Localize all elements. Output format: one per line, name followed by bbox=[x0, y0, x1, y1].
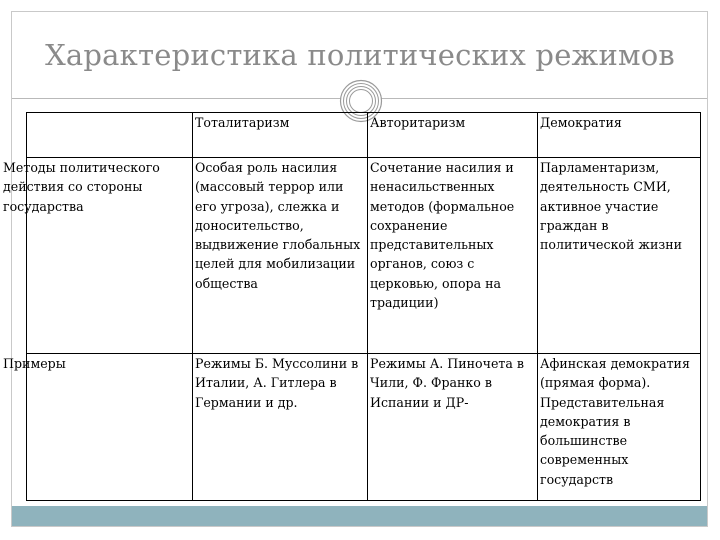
cell-line: Режимы Б. Муссолини в bbox=[195, 356, 359, 371]
cell-methods-democracy bbox=[538, 158, 701, 354]
cell-line: методов (формальное bbox=[370, 198, 515, 214]
cell-line: современных bbox=[540, 452, 629, 468]
cell-methods-totalitarianism bbox=[193, 158, 368, 354]
table-row-examples bbox=[27, 354, 701, 501]
cell-line: Испании и ДР- bbox=[370, 394, 469, 410]
cell-line: Особая роль насилия bbox=[195, 160, 338, 175]
cell-line: целей для мобилизации bbox=[195, 256, 356, 272]
cell-line: политической жизни bbox=[540, 237, 683, 253]
cell-line: Парламентаризм, bbox=[540, 160, 660, 175]
header-cell-authoritarianism: Авторитаризм bbox=[368, 113, 538, 158]
header-cell-totalitarianism: Тоталитаризм bbox=[193, 113, 368, 158]
cell-line: Чили, Ф. Франко в bbox=[370, 375, 492, 391]
cell-line: демократия в bbox=[540, 413, 631, 429]
cell-line: доносительство, bbox=[195, 217, 304, 233]
row-label-line: действия со стороны bbox=[3, 179, 143, 195]
cell-line: выдвижение глобальных bbox=[195, 237, 361, 253]
cell-line: церковью, опора на bbox=[370, 275, 502, 291]
cell-examples-authoritarianism bbox=[368, 354, 538, 501]
table-row-methods bbox=[27, 158, 701, 354]
cell-line: его угроза), слежка и bbox=[195, 198, 340, 214]
row-label-examples bbox=[3, 354, 193, 501]
cell-line: традиции) bbox=[370, 295, 439, 311]
cell-line: Афинская демократия bbox=[540, 356, 690, 371]
footer-accent-bar bbox=[12, 506, 707, 526]
cell-line: органов, союз с bbox=[370, 256, 475, 272]
cell-line: государств bbox=[540, 471, 614, 487]
header-cell-democracy: Демократия bbox=[538, 113, 701, 158]
row-label-methods bbox=[3, 158, 193, 354]
cell-line: Режимы А. Пиночета в bbox=[370, 356, 524, 371]
header-cell-empty bbox=[27, 113, 193, 158]
cell-examples-democracy bbox=[538, 354, 701, 501]
cell-line: представительных bbox=[370, 237, 494, 253]
slide-title: Характеристика политических режимов bbox=[45, 38, 675, 72]
cell-line: общества bbox=[195, 275, 258, 291]
regimes-table bbox=[3, 112, 701, 501]
cell-line: сохранение bbox=[370, 217, 448, 233]
cell-line: ненасильственных bbox=[370, 179, 495, 195]
cell-line: (массовый террор или bbox=[195, 179, 344, 195]
row-label-line: Примеры bbox=[3, 356, 66, 371]
cell-line: Сочетание насилия и bbox=[370, 160, 514, 175]
cell-methods-authoritarianism bbox=[368, 158, 538, 354]
table-header-row bbox=[27, 113, 701, 158]
cell-line: деятельность СМИ, bbox=[540, 179, 671, 195]
cell-line: Германии и др. bbox=[195, 394, 298, 410]
cell-examples-totalitarianism bbox=[193, 354, 368, 501]
cell-line: Представительная bbox=[540, 394, 665, 410]
cell-line: большинстве bbox=[540, 433, 628, 449]
row-label-line: государства bbox=[3, 198, 84, 214]
row-label-line: Методы политического bbox=[3, 160, 160, 175]
cell-line: граждан в bbox=[540, 217, 609, 233]
cell-line: (прямая форма). bbox=[540, 375, 651, 391]
cell-line: активное участие bbox=[540, 198, 659, 214]
cell-line: Италии, А. Гитлера в bbox=[195, 375, 337, 391]
